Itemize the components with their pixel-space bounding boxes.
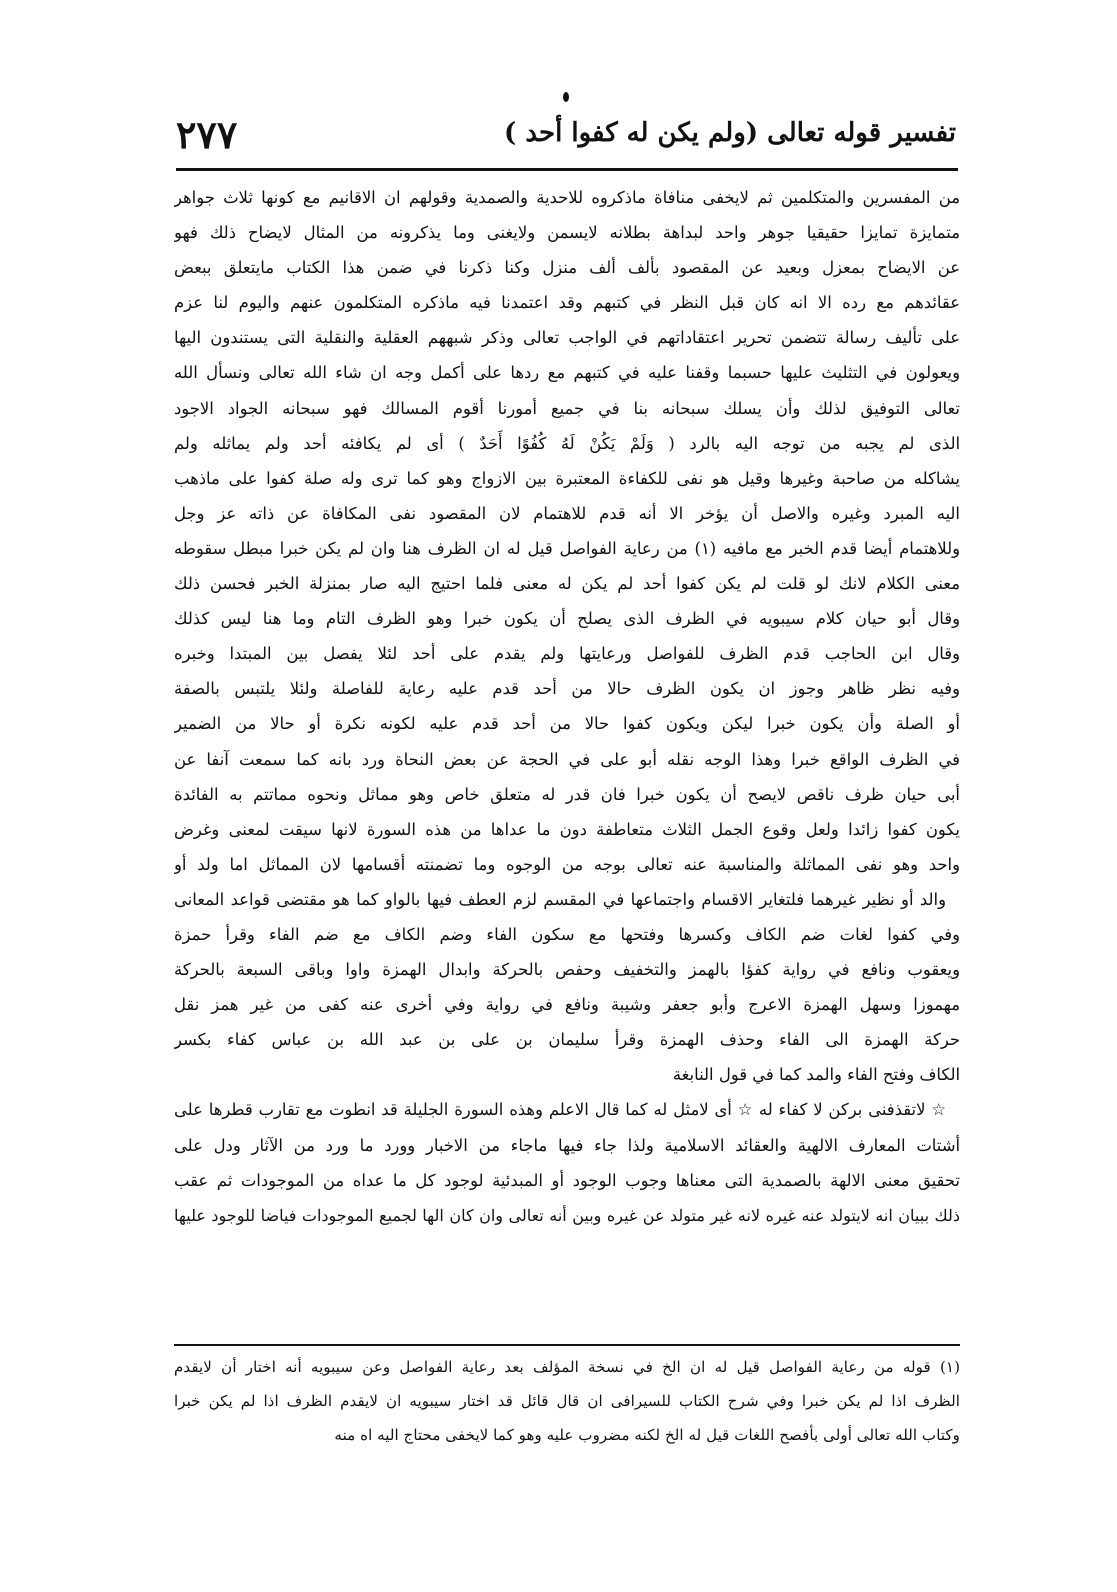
text-line: ويعقوب ونافع في رواية كفؤا بالهمز والتخفيف وحفص بالحركة وابدال الهمزة واوا وباقى السبعة بالحركة xyxy=(174,960,960,980)
footnote-rule xyxy=(174,1344,960,1346)
text-line-poetry-quote: ☆ لاتقذفنى بركن لا كفاء له ☆ أى لامثل له كما قال الاعلم وهذه السورة الجليلة قد انطوت مع تقارب قطرها على xyxy=(174,1100,946,1120)
page-header xyxy=(176,112,956,164)
text-line: أو الصلة وأن يكون خبرا ليكن ويكون كفوا حالا من أحد قدم عليه لكونه نكرة أو حالا من الضمير xyxy=(174,714,960,734)
text-line: تعالى التوفيق لذلك وأن يسلك سبحانه بنا في جميع أمورنا أقوم المسالك فهو سبحانه الجواد الاجود xyxy=(174,398,960,418)
text-line: وقال أبو حيان كلام سيبويه في الظرف الذى يصلح أن يكون خبرا وهو الظرف التام وما هنا ليس كذلك xyxy=(174,609,960,629)
text-line: يشاكله من صاحبة وغيرها وقيل هو نفى للكفاءة المعتبرة بين الازواج وهو كما ترى وله صلة كفوا على ماذهب xyxy=(174,468,960,488)
top-ink-mark xyxy=(563,92,569,102)
header-rule xyxy=(176,168,958,171)
text-line: عن الايضاح بمعزل وبعيد عن المقصود بألف ألف منزل وكنا ذكرنا في ضمن هذا الكتاب مايتعلق ببعض xyxy=(174,258,960,278)
page-number: ٢٧٧ xyxy=(176,112,238,157)
text-line-quran-verse: الذى لم يجبه من توجه اليه بالرد ( وَلَمْ يَكُنْ لَهُ كُفُوًا أَحَدٌ ) أى لم يكافئه أحد ولم يماثله ولم xyxy=(174,433,960,453)
body-text xyxy=(174,180,960,1233)
text-line: ويعولون في التثليث عليها حسبما وقفنا عليه في كتبهم مع ردها على أكمل وجه ان شاء الله تعالى ونسأل الله xyxy=(174,363,960,383)
text-line: اليه المبرد وغيره والاصل أن يؤخر الا أنه قدم للاهتمام لان المقصود نفى المكافاة عن ذاته عز وجل xyxy=(174,503,960,523)
text-line: وفي كفوا لغات ضم الكاف وكسرها وفتحها مع سكون الفاء وضم الكاف مع ضم الفاء وقرأ حمزة xyxy=(174,924,960,944)
text-line: مهموزا وسهل الهمزة الاعرج وأبو جعفر وشيبة ونافع في رواية وفي أخرى عنه كفى من غير همز نقل xyxy=(174,995,960,1015)
text-line: عقائدهم مع رده الا انه كان قبل النظر في كتبهم وقد اعتمدنا فيه ماذكره المتكلمون عنهم واليوم لنا عزم xyxy=(174,293,960,313)
text-line: حركة الهمزة الى الفاء وحذف الهمزة وقرأ سليمان بن على بن عبد الله بن عباس كفاء بكسر xyxy=(174,1030,960,1050)
text-line-footnote-ref: وللاهتمام أيضا قدم الخبر مع مافيه (١) من رعاية الفواصل قيل له ان الظرف هنا وان لم يكن خبرا مبطل سقوطه xyxy=(174,538,960,558)
text-line: أشتات المعارف الالهية والعقائد الاسلامية ولذا جاء فيها ماجاء من الاخبار وورد ما ورد من الآثار ودل على xyxy=(174,1135,960,1155)
text-line: من المفسرين والمتكلمين ثم لايخفى منافاة ماذكروه للاحدية والصمدية وقولهم ان الاقانيم مع كونها ثلاث جواهر xyxy=(174,188,960,207)
text-line: أبى حيان ظرف ناقص لايصح أن يكون خبرا فان قدر له متعلق خاص وهو مماثل ونحوه مماتتم به الفائدة xyxy=(174,784,960,804)
text-line: والد أو نظير غيرهما فلتغاير الاقسام واجتماعها في المقسم لزم العطف فيها بالواو كما هو مقتضى قواعد المعانى xyxy=(174,889,946,909)
text-line: واحد وهو نفى المماثلة والمناسبة عنه تعالى بوجه من الوجوه وما تضمنته أقسامها لان المماثل اما ولد أو xyxy=(174,854,960,874)
footnotes xyxy=(174,1350,960,1452)
text-line: على تأليف رسالة تتضمن تحرير اعتقاداتهم في الواجب تعالى وذكر شبههم العقلية والنقلية التى يستندون اليها xyxy=(174,328,960,348)
text-line: متمايزة تمايزا حقيقيا جوهر واحد لبداهة بطلانه لايسمن ولايغنى وما يذكرونه من المثال لايضاح ذلك فهو xyxy=(174,223,960,243)
text-line: ذلك ببيان انه لايتولد عنه غيره لانه غير متولد عن غيره وبين أنه تعالى وان كان الها لجميع الموجودات فياضا للوجود عليها xyxy=(174,1205,960,1225)
text-line: وقال ابن الحاجب قدم الظرف للفواصل ورعايتها ولم يقدم على أحد لئلا يفصل بين المبتدا وخبره xyxy=(174,644,960,664)
text-line: الكاف وفتح الفاء والمد كما في قول النابغة xyxy=(672,1065,960,1085)
text-line: يكون كفوا زائدا ولعل وقوع الجمل الثلاث متعاطفة دون ما عداها من هذه السورة لانها سيقت لمعنى وغرض xyxy=(174,819,960,839)
text-line: في الظرف الواقع خبرا وهذا الوجه نقله أبو على في الحجة عن بعض النحاة ورد بانه كما سمعت آنفا عن xyxy=(174,749,960,769)
running-title: تفسير قوله تعالى (ولم يكن له كفوا أحد ) xyxy=(504,118,956,148)
text-line: وفيه نظر ظاهر وجوز ان يكون الظرف حالا من أحد قدم عليه رعاية للفاصلة ولئلا يلتبس بالصفة xyxy=(174,679,960,699)
text-line: تحقيق معنى الالهة بالصمدية التى معناها وجوب الوجود أو المبدئية لوجود كل ما عداه من الموجودات ثم عقب xyxy=(174,1170,960,1190)
footnote-line: وكتاب الله تعالى أولى بأفصح اللغات قيل له الخ لكنه مضروب عليه وهو كما لايخفى محتاج اليه اه منه xyxy=(334,1426,960,1444)
text-line: معنى الكلام لانك لو قلت لم يكن كفوا أحد لم يكن له معنى فلما احتيج اليه صار بمنزلة الخبر فحسن ذلك xyxy=(174,574,960,594)
footnote-line: الظرف اذا لم يكن خبرا وفي شرح الكتاب للسيرافى ان قال قائل قد اختار سيبويه ان لايقدم الظرف اذا لم يكن خبرا xyxy=(174,1392,960,1410)
footnote-line: (١) قوله من رعاية الفواصل قيل له ان الخ في نسخة المؤلف بعد رعاية الفواصل وعن سيبويه أنه اختار أن لايقدم xyxy=(174,1358,960,1376)
